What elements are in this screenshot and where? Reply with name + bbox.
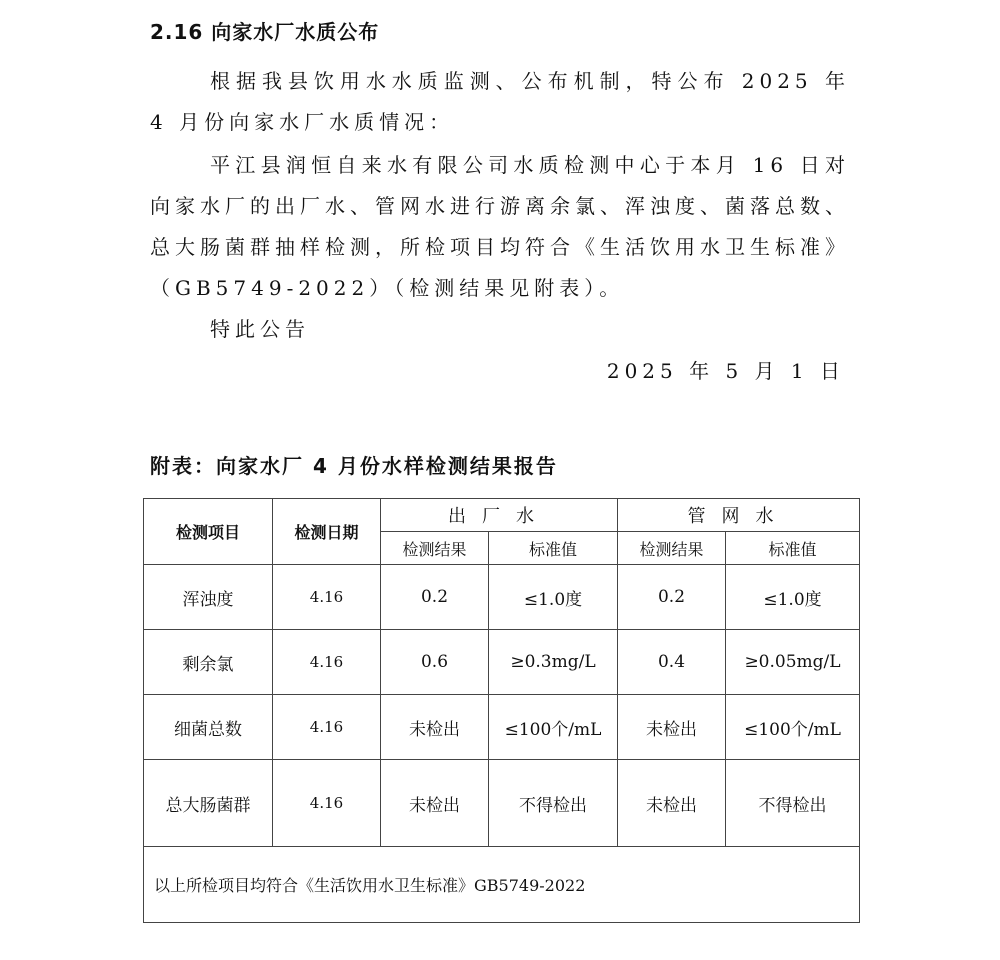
results-table — [143, 498, 860, 923]
cell-network-standard: ≤100个/mL — [726, 695, 860, 760]
cell-outlet-standard: 不得检出 — [489, 760, 618, 847]
cell-network-result: 未检出 — [618, 695, 726, 760]
cell-item: 总大肠菌群 — [144, 760, 273, 847]
table-footer-row — [144, 847, 860, 923]
cell-item: 剩余氯 — [144, 630, 273, 695]
cell-network-standard: ≥0.05mg/L — [726, 630, 860, 695]
subheader-result: 检测结果 — [618, 532, 726, 565]
notice-date: 2025 年 5 月 1 日 — [606, 359, 845, 383]
closing-line: 特此公告 — [210, 317, 310, 341]
cell-item: 细菌总数 — [144, 695, 273, 760]
cell-network-standard: 不得检出 — [726, 760, 860, 847]
cell-outlet-result: 未检出 — [381, 760, 489, 847]
section-heading: 2.16 向家水厂水质公布 — [150, 20, 380, 44]
cell-outlet-result: 0.6 — [381, 630, 489, 695]
cell-date: 4.16 — [273, 565, 381, 630]
cell-network-result: 未检出 — [618, 760, 726, 847]
cell-date: 4.16 — [273, 760, 381, 847]
table-row — [144, 695, 860, 760]
table-footer-note: 以上所检项目均符合《生活饮用水卫生标准》GB5749-2022 — [144, 847, 860, 923]
detail-paragraph: 平江县润恒自来水有限公司水质检测中心于本月 16 日对向家水厂的出厂水、管网水进行游离余氯、浑浊度、菌落总数、总大肠菌群抽样检测，所检项目均符合《生活饮用水卫生标准》（GB5749-2022）（检测结果见附表）。 — [150, 153, 850, 300]
table-row — [144, 630, 860, 695]
subheader-result: 检测结果 — [381, 532, 489, 565]
cell-outlet-standard: ≥0.3mg/L — [489, 630, 618, 695]
table-row — [144, 565, 860, 630]
intro-paragraph: 根据我县饮用水水质监测、公布机制，特公布 2025 年 4 月份向家水厂水质情况： — [150, 69, 850, 134]
cell-network-result: 0.2 — [618, 565, 726, 630]
cell-network-standard: ≤1.0度 — [726, 565, 860, 630]
table-header-row — [144, 499, 860, 532]
cell-outlet-standard: ≤1.0度 — [489, 565, 618, 630]
cell-item: 浑浊度 — [144, 565, 273, 630]
cell-outlet-result: 0.2 — [381, 565, 489, 630]
header-group-outlet: 出厂水 — [381, 499, 618, 532]
cell-outlet-result: 未检出 — [381, 695, 489, 760]
subheader-standard: 标准值 — [489, 532, 618, 565]
cell-date: 4.16 — [273, 695, 381, 760]
cell-network-result: 0.4 — [618, 630, 726, 695]
table-title: 附表：向家水厂 4 月份水样检测结果报告 — [150, 454, 558, 478]
cell-outlet-standard: ≤100个/mL — [489, 695, 618, 760]
subheader-standard: 标准值 — [726, 532, 860, 565]
header-item: 检测项目 — [144, 499, 273, 565]
header-group-network: 管网水 — [618, 499, 860, 532]
table-row — [144, 760, 860, 847]
header-date: 检测日期 — [273, 499, 381, 565]
cell-date: 4.16 — [273, 630, 381, 695]
